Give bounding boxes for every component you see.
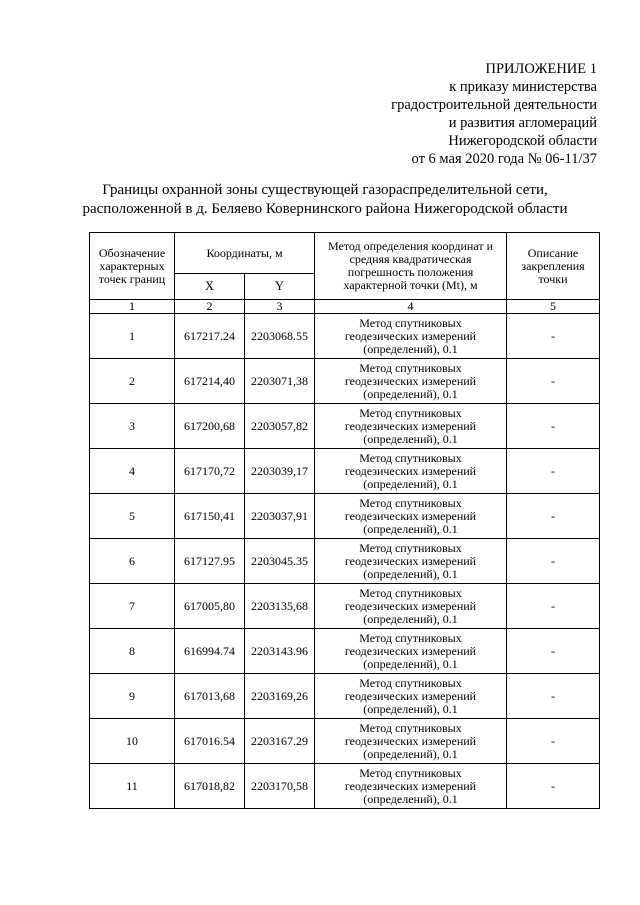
point-number-cell: 1: [90, 314, 175, 359]
point-number-cell: 7: [90, 584, 175, 629]
x-coordinate-cell: 617214,40: [175, 359, 245, 404]
description-cell: -: [507, 404, 600, 449]
y-coordinate-cell: 2203037,91: [245, 494, 315, 539]
y-coordinate-cell: 2203167.29: [245, 719, 315, 764]
point-number-cell: 6: [90, 539, 175, 584]
x-coordinate-cell: 617018,82: [175, 764, 245, 809]
header-designation: Обозначение характерных точек границ: [90, 233, 175, 300]
method-cell: Метод спутниковых геодезических измерений (определений), 0.1: [315, 719, 507, 764]
x-coordinate-cell: 617005,80: [175, 584, 245, 629]
method-cell: Метод спутниковых геодезических измерений (определений), 0.1: [315, 494, 507, 539]
title-line-2: расположенной в д. Беляево Ковернинского района Нижегородской области: [82, 201, 568, 217]
description-cell: -: [507, 719, 600, 764]
x-coordinate-cell: 617127.95: [175, 539, 245, 584]
table-row: [90, 539, 600, 584]
table-row: [90, 404, 600, 449]
x-coordinate-cell: 617013,68: [175, 674, 245, 719]
document-title: [40, 181, 610, 219]
method-cell: Метод спутниковых геодезических измерений (определений), 0.1: [315, 629, 507, 674]
column-number: 4: [315, 300, 507, 314]
x-coordinate-cell: 616994.74: [175, 629, 245, 674]
point-number-cell: 10: [90, 719, 175, 764]
description-cell: -: [507, 629, 600, 674]
appendix-line: к приказу министерства: [449, 79, 597, 95]
column-number-row: [90, 300, 600, 314]
method-cell: Метод спутниковых геодезических измерений (определений), 0.1: [315, 674, 507, 719]
header-description: Описание закрепления точки: [507, 233, 600, 300]
description-cell: -: [507, 449, 600, 494]
x-coordinate-cell: 617170,72: [175, 449, 245, 494]
description-cell: -: [507, 674, 600, 719]
x-coordinate-cell: 617217.24: [175, 314, 245, 359]
table-row: [90, 629, 600, 674]
point-number-cell: 9: [90, 674, 175, 719]
coordinates-table: [89, 232, 600, 809]
header-coordinates: Координаты, м: [175, 233, 315, 274]
description-cell: -: [507, 314, 600, 359]
table-row: [90, 314, 600, 359]
method-cell: Метод спутниковых геодезических измерений (определений), 0.1: [315, 404, 507, 449]
y-coordinate-cell: 2203057,82: [245, 404, 315, 449]
y-coordinate-cell: 2203143.96: [245, 629, 315, 674]
table-row: [90, 764, 600, 809]
appendix-line: ПРИЛОЖЕНИЕ 1: [485, 61, 597, 77]
y-coordinate-cell: 2203071,38: [245, 359, 315, 404]
x-coordinate-cell: 617150,41: [175, 494, 245, 539]
x-coordinate-cell: 617016.54: [175, 719, 245, 764]
method-cell: Метод спутниковых геодезических измерений (определений), 0.1: [315, 584, 507, 629]
x-coordinate-cell: 617200,68: [175, 404, 245, 449]
appendix-line: градостроительной деятельности: [391, 97, 597, 113]
description-cell: -: [507, 359, 600, 404]
table-row: [90, 719, 600, 764]
table-row: [90, 584, 600, 629]
header-row: [90, 233, 600, 274]
appendix-line: от 6 мая 2020 года № 06-11/37: [411, 151, 597, 167]
point-number-cell: 5: [90, 494, 175, 539]
column-number: 2: [175, 300, 245, 314]
table-body: [90, 314, 600, 809]
header-y: Y: [245, 274, 315, 300]
method-cell: Метод спутниковых геодезических измерений (определений), 0.1: [315, 539, 507, 584]
y-coordinate-cell: 2203135,68: [245, 584, 315, 629]
method-cell: Метод спутниковых геодезических измерений (определений), 0.1: [315, 449, 507, 494]
point-number-cell: 11: [90, 764, 175, 809]
column-number: 1: [90, 300, 175, 314]
header-x: X: [175, 274, 245, 300]
point-number-cell: 3: [90, 404, 175, 449]
appendix-line: Нижегородской области: [448, 133, 597, 149]
y-coordinate-cell: 2203170,58: [245, 764, 315, 809]
point-number-cell: 8: [90, 629, 175, 674]
title-line-1: Границы охранной зоны существующей газораспределительной сети,: [102, 182, 548, 198]
description-cell: -: [507, 494, 600, 539]
appendix-line: и развития агломераций: [448, 115, 597, 131]
description-cell: -: [507, 539, 600, 584]
y-coordinate-cell: 2203039,17: [245, 449, 315, 494]
column-number: 5: [507, 300, 600, 314]
point-number-cell: 4: [90, 449, 175, 494]
description-cell: -: [507, 764, 600, 809]
y-coordinate-cell: 2203045.35: [245, 539, 315, 584]
method-cell: Метод спутниковых геодезических измерений (определений), 0.1: [315, 764, 507, 809]
column-number: 3: [245, 300, 315, 314]
method-cell: Метод спутниковых геодезических измерений (определений), 0.1: [315, 314, 507, 359]
table-row: [90, 494, 600, 539]
y-coordinate-cell: 2203169,26: [245, 674, 315, 719]
description-cell: -: [507, 584, 600, 629]
point-number-cell: 2: [90, 359, 175, 404]
y-coordinate-cell: 2203068.55: [245, 314, 315, 359]
header-method: Метод определения координат и средняя квадратическая погрешность положения характерной точки (Mt), м: [315, 233, 507, 300]
table-row: [90, 359, 600, 404]
table-row: [90, 674, 600, 719]
table-row: [90, 449, 600, 494]
appendix-header: [237, 60, 597, 168]
method-cell: Метод спутниковых геодезических измерений (определений), 0.1: [315, 359, 507, 404]
